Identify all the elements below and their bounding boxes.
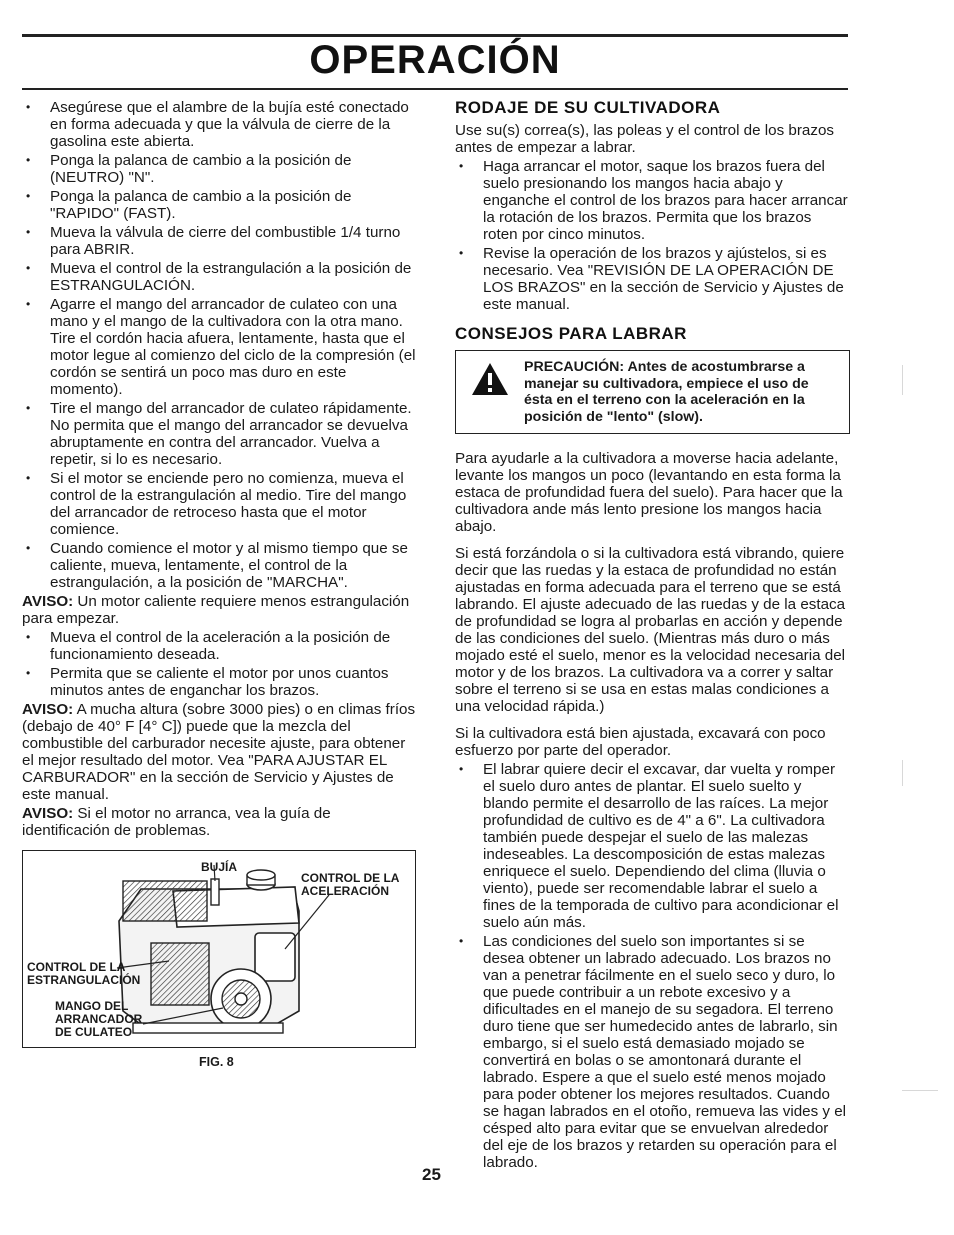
engine-figure [22, 850, 416, 1048]
warmup-steps-list [22, 629, 416, 699]
tilling-paragraph-2: Si está forzándola o si la cultivadora está vibrando, quiere decir que las ruedas y la estaca de profundidad no están ajustadas en forma adecuada para el terreno que se está labrando. El ajuste adecuado de las ruedas y de la estaca de profundidad se logra al probarlas en acción y depende de las condiciones del suelo. (Mientras más duro o más mojado esté el suelo, menor es la velocidad necesaria del motor y de los brazos. La cultivadora va a correr y saltar sobre el terreno si se usa en estas malas condiciones a una velocidad rápida.) [455, 545, 846, 715]
figure-caption: FIG. 8 [199, 1055, 234, 1069]
top-rule [22, 34, 848, 37]
tilling-tips-list [455, 761, 850, 1171]
page-title: OPERACIÓN [309, 38, 561, 82]
aviso-text: A mucha altura (sobre 3000 pies) o en climas fríos (debajo de 40° F [4° C]) puede que la mezcla del combustible del carburador necesite ajuste, para obtener el mejor resultado del motor. Vea "PARA AJUSTAR EL CARBURADOR" en la sección de Servicio y Ajustes de este manual. [22, 701, 416, 803]
rodaje-steps-list [455, 158, 850, 313]
list-item: • Las condiciones del suelo son importantes si se desea obtener un labrado adecuado. Los brazos no van a penetrar fácilmente en el suelo seco y duro, lo que puede contribuir a un rebote excesivo y a dificultades en el manejo de su segadora. El terreno duro tiene que ser humedecido antes de labrarlo, sin embargo, si el suelo está demasiado mojado se convertirá en bolas o se amontonará durante el labrado. Espere a que el suelo esté menos mojado para poder obtener los mejores resultados. Cuando se hagan labrados en el otoño, remueva las vides y el césped alto para evitar que se envuelvan alrededor del eje de los brazos y retarden su operación para el labrado. [455, 933, 850, 1171]
scan-edge-mark [902, 760, 903, 786]
right-column [455, 99, 850, 1173]
list-item: • Mueva el control de la estrangulación a la posición de ESTRANGULACIÓN. [22, 260, 416, 294]
list-item: • Permita que se caliente el motor por unos cuantos minutos antes de enganchar los brazos. [22, 665, 416, 699]
label-throttle-control: CONTROL DE LA ACELERACIÓN [301, 871, 399, 898]
scan-edge-mark [902, 1090, 938, 1091]
list-item: • Cuando comience el motor y al mismo tiempo que se caliente, mueva, lentamente, el control de la estrangulación, a la posición de "MARCHA". [22, 540, 416, 591]
warning-text: PRECAUCIÓN: Antes de acostumbrarse a manejar su cultivadora, empiece el uso de ésta en el terreno con la aceleración en la posición de "lento" (slow). [524, 359, 809, 425]
label-starter-handle: MANGO DEL ARRANCADOR DE CULATEO [55, 999, 143, 1039]
aviso-text: Un motor caliente requiere menos estrangulación para empezar. [22, 593, 410, 627]
list-item: • Revise la operación de los brazos y ajústelos, si es necesario. Vea "REVISIÓN DE LA OPERACIÓN DE LOS BRAZOS" en la sección de Servicio y Ajustes de este manual. [455, 245, 850, 313]
rodaje-intro: Use su(s) correa(s), las poleas y el control de los brazos antes de empezar a labrar. [455, 122, 834, 156]
list-item: • Ponga la palanca de cambio a la posición de (NEUTRO) "N". [22, 152, 416, 186]
aviso-note-3 [22, 805, 416, 839]
left-column [22, 99, 416, 841]
label-choke-control: CONTROL DE LA ESTRANGULACIÓN [27, 960, 141, 987]
list-item: • Asegúrese que el alambre de la bujía esté conectado en forma adecuada y que la válvula de cierre de la gasolina este abierta. [22, 99, 416, 150]
aviso-note-1 [22, 593, 416, 627]
start-steps-list [22, 99, 416, 591]
list-item: • Si el motor se enciende pero no comienza, mueva el control de la estrangulación al medio. Tire del mango del arrancador de retroceso hasta que el motor comience. [22, 470, 416, 538]
list-item: • Mueva el control de la aceleración a la posición de funcionamiento deseada. [22, 629, 416, 663]
label-spark-plug: BUJÍA [201, 860, 238, 874]
warning-box [455, 350, 850, 434]
list-item: • Mueva la válvula de cierre del combustible 1/4 turno para ABRIR. [22, 224, 416, 258]
title-underline [22, 88, 848, 90]
list-item: • Haga arrancar el motor, saque los brazos fuera del suelo presionando los mangos hacia abajo y enganche el control de los brazos para hacer arrancar la rotación de los brazos. Permita que los brazos roten por cinco minutos. [455, 158, 850, 243]
section-heading-rodaje: RODAJE DE SU CULTIVADORA [455, 98, 721, 117]
page-number: 25 [422, 1165, 441, 1184]
list-item: • Agarre el mango del arrancador de culateo con una mano y el mango de la cultivadora con la otra mano. Tire el cordón hacia afuera, lentamente, hasta que el motor legue al comienzo del ciclo de la compresión (el cordón se sentirá un poco mas duro en este momento). [22, 296, 416, 398]
aviso-text: Si el motor no arranca, vea la guía de identificación de problemas. [22, 805, 331, 839]
tilling-paragraph-1: Para ayudarle a la cultivadora a moverse hacia adelante, levante los mangos un poco (levantando en esta forma la estaca de profundidad fuera del suelo). Para hacer que la cultivadora ande más lento presione los mangos hacia abajo. [455, 450, 843, 535]
list-item: • Tire el mango del arrancador de culateo rápidamente. No permita que el mango del arrancador se devuelva abruptamente en contra del arrancador. Vuelva a repetir, si lo es necesario. [22, 400, 416, 468]
aviso-label: AVISO: [22, 701, 74, 718]
list-item: • Ponga la palanca de cambio a la posición de "RAPIDO" (FAST). [22, 188, 416, 222]
aviso-label: AVISO: [22, 593, 74, 610]
scan-edge-mark [902, 365, 903, 395]
tilling-paragraph-3: Si la cultivadora está bien ajustada, excavará con poco esfuerzo por parte del operador. [455, 725, 826, 759]
warning-triangle-icon [470, 361, 510, 397]
aviso-note-2 [22, 701, 416, 803]
list-item: • El labrar quiere decir el excavar, dar vuelta y romper el suelo duro antes de plantar. El suelo suelto y blando permite el desarrollo de las raíces. La mejor profundidad de cultivo es de 4" a 6". La cultivadora también puede despejar el suelo de las malezas indeseables. La descomposición de estas malezas enriquece el suelo. Dependiendo del clima (lluvia o viento), puede ser recomendable labrar el suelo a fines de la temporada de cultivo para acondicionar el suelo aún más. [455, 761, 850, 931]
aviso-label: AVISO: [22, 805, 74, 822]
section-heading-consejos: CONSEJOS PARA LABRAR [455, 324, 687, 343]
